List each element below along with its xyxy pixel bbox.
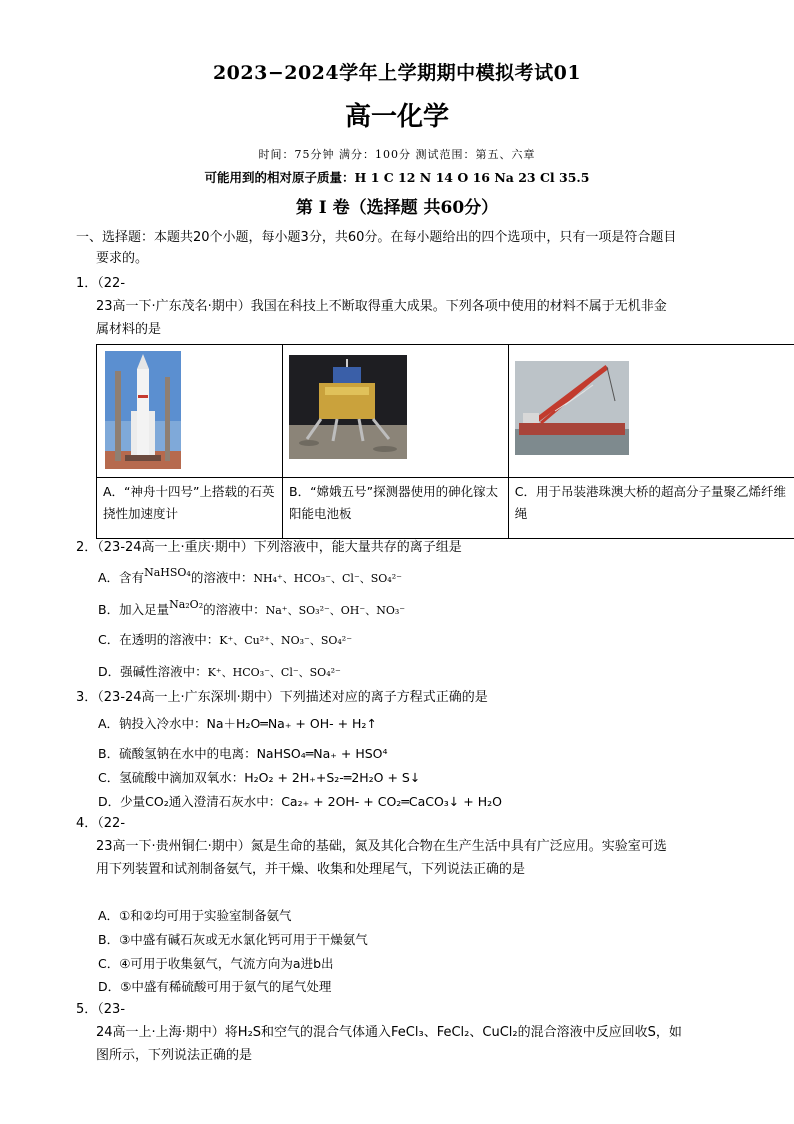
exam-meta: 时间：75分钟 满分：100分 测试范围：第五、六章 — [258, 148, 536, 161]
q4-stem: 23高一下·贵州铜仁·期中）氮是生命的基础，氮及其化合物在生产生活中具有广泛应用。实验室可选 — [96, 839, 667, 854]
q2-stem: 2．（23-24高一上·重庆·期中）下列溶液中，能大量共存的离子组是 — [76, 540, 462, 555]
q5-stem: 24高一上·上海·期中）将H₂S和空气的混合气体通入FeCl₃、FeCl₂、CuCl₂的混合溶液中反应回收S，如 — [96, 1025, 682, 1040]
q2-option-c — [98, 630, 352, 648]
q4-stem-cont: 用下列装置和试剂制备氨气，并干燥、收集和处理尾气，下列说法正确的是 — [96, 862, 526, 877]
q1-option-c: C．用于吊装港珠澳大桥的超高分子量聚乙烯纤维绳 — [508, 478, 794, 539]
section-instruction: 一、选择题：本题共20个小题，每小题3分，共60分。在每小题给出的四个选项中，只有一项是符合题目 — [76, 230, 677, 245]
q2-option-a-suffix: 的溶液中： — [190, 570, 254, 585]
q1-option-b-image-cell — [283, 345, 509, 478]
q2-option-a-prefix: A．含有 — [98, 570, 145, 585]
q5-stem-cont: 图所示，下列说法正确的是 — [96, 1048, 253, 1063]
q2-option-b-prefix: B．加入足量 — [98, 602, 170, 617]
q3-option-a: A．钠投入冷水中：Na＋H₂O═Na₊ + OH- + H₂↑ — [98, 716, 377, 731]
q4-option-d: D．⑤中盛有稀硫酸可用于氨气的尾气处理 — [98, 979, 332, 994]
part-title: 第 I 卷（选择题 共60分） — [295, 198, 499, 218]
q3-option-c: C．氢硫酸中滴加双氧水：H₂O₂ + 2H₊+S₂-═2H₂O + S↓ — [98, 770, 421, 785]
q2-option-b — [98, 598, 405, 618]
q1-option-b: B．“嫦娥五号”探测器使用的砷化镓太阳能电池板 — [283, 478, 509, 539]
q1-option-c-image-cell — [508, 345, 794, 478]
q4-option-c: C．④可用于收集氨气，气流方向为a进b出 — [98, 956, 334, 971]
atomic-masses: 可能用到的相对原子质量：H 1 C 12 N 14 O 16 Na 23 Cl 35.5 — [204, 170, 590, 185]
q3-option-b: B．硫酸氢钠在水中的电离：NaHSO₄═Na₊ + HSO⁴ — [98, 746, 388, 761]
subject-title: 高一化学 — [344, 102, 449, 132]
q4-number: 4．（22- — [76, 816, 126, 831]
q2-option-d-prefix: D．强碱性溶液中： — [98, 664, 208, 679]
section-instruction-cont: 要求的。 — [96, 251, 149, 266]
q2-option-a-ions: NH₄⁺、HCO₃⁻、Cl⁻、SO₄²⁻ — [253, 572, 402, 585]
q2-option-b-suffix: 的溶液中： — [203, 602, 266, 617]
q1-stem: 23高一下·广东茂名·期中）我国在科技上不断取得重大成果。下列各项中使用的材料不属于无机非金 — [96, 299, 667, 314]
q4-option-b: B．③中盛有碱石灰或无水氯化钙可用于干燥氨气 — [98, 932, 368, 947]
q1-option-a: A．“神舟十四号”上搭载的石英挠性加速度计 — [97, 478, 283, 539]
crane-ship-image — [515, 361, 629, 455]
rocket-image — [105, 351, 181, 469]
q3-stem: 3．（23-24高一上·广东深圳·期中）下列描述对应的离子方程式正确的是 — [76, 690, 488, 705]
lunar-probe-image — [289, 355, 407, 459]
q5-number: 5．（23- — [76, 1002, 126, 1017]
q2-option-b-ions: Na⁺、SO₃²⁻、OH⁻、NO₃⁻ — [265, 604, 406, 617]
q2-option-d-ions: K⁺、HCO₃⁻、Cl⁻、SO₄²⁻ — [207, 666, 341, 679]
q1-options-table — [96, 344, 794, 539]
q2-option-a-reagent: NaHSO₄ — [144, 566, 191, 579]
q1-stem-cont: 属材料的是 — [96, 322, 162, 337]
q1-option-a-image-cell — [97, 345, 283, 478]
q1-number: 1．（22- — [76, 276, 126, 291]
q2-option-c-ions: K⁺、Cu²⁺、NO₃⁻、SO₄²⁻ — [219, 634, 353, 647]
exam-title: 2023−2024学年上学期期中模拟考试01 — [212, 62, 582, 84]
q2-option-b-reagent: Na₂O₂ — [169, 598, 204, 611]
q2-option-c-prefix: C．在透明的溶液中： — [98, 632, 220, 647]
q3-option-d: D．少量CO₂通入澄清石灰水中：Ca₂₊ + 2OH- + CO₂═CaCO₃↓ + H₂O — [98, 794, 502, 809]
q2-option-a — [98, 566, 402, 586]
q4-option-a: A．①和②均可用于实验室制备氨气 — [98, 908, 292, 923]
q2-option-d — [98, 662, 341, 680]
